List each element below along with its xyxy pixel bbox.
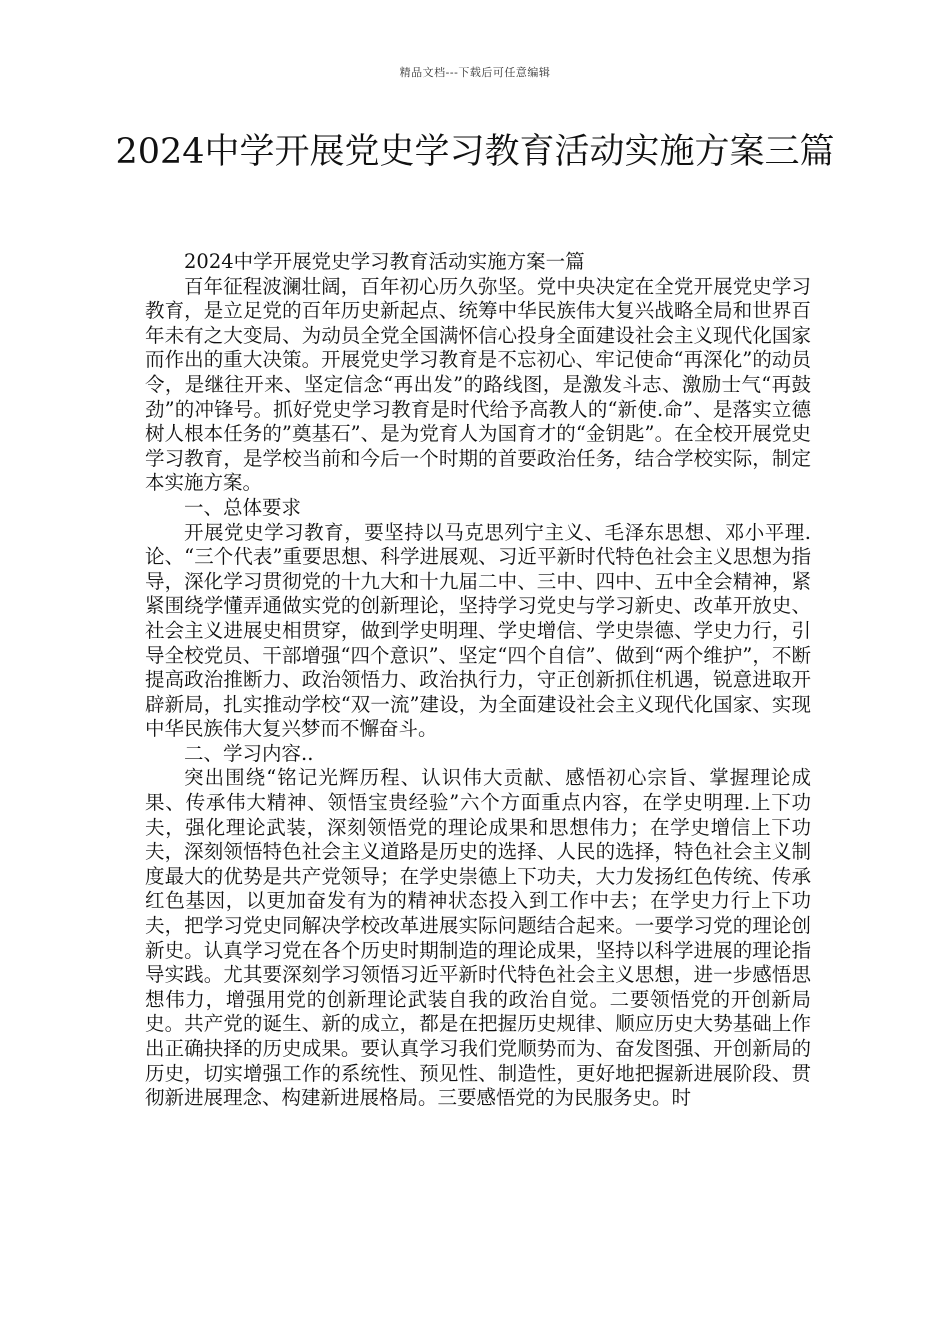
paragraph-intro: 百年征程波澜壮阔，百年初心历久弥坚。党中央决定在全党开展党史学习教育，是立足党的百年历史新起点、统筹中华民族伟大复兴战略全局和世界百年未有之大变局、为动员全党全国满怀信心投身全面建设社会主义现代化国家而作出的重大决策。开展党史学习教育是不忘初心、牢记使命“再深化”的动员令，是继往开来、坚定信念“再出发”的路线图，是激发斗志、激励士气“再鼓劲”的冲锋号。抓好党史学习教育是时代给予高教人的“新使.命”、是落实立德树人根本任务的”奠基石”、是为党育人为国育才的“金钥匙”。在全校开展党史学习教育，是学校当前和今后一个时期的首要政治任务，结合学校实际，制定本实施方案。 xyxy=(145,274,811,495)
document-title: 2024中学开展党史学习教育活动实施方案三篇 xyxy=(115,132,835,172)
paragraph-study-content: 突出围绕“铭记光辉历程、认识伟大贡献、感悟初心宗旨、掌握理论成果、传承伟大精神、领悟宝贵经验”六个方面重点内容，在学史明理.上下功夫，强化理论武装，深刻领悟党的理论成果和思想伟力；在学史增信上下功夫，深刻领悟特色社会主义道路是历史的选择、人民的选择，特色社会主义制度最大的优势是共产党领导；在学史崇德上下功夫，大力发扬红色传统、传承红色基因，以更加奋发有为的精神状态投入到工作中去；在学史力行上下功夫，把学习党史同解决学校改革进展实际问题结合起来。一要学习党的理论创新史。认真学习党在各个历史时期制造的理论成果，坚持以科学进展的理论指导实践。尤其要深刻学习领悟习近平新时代特色社会主义思想，进一步感悟思想伟力，增强用党的创新理论武装自我的政治自觉。二要领悟党的开创新局史。共产党的诞生、新的成立，都是在把握历史规律、顺应历史大势基础上作出正确抉择的历史成果。要认真学习我们党顺势而为、奋发图强、开创新局的历史，切实增强工作的系统性、预见性、制造性，更好地把握新进展阶段、贯彻新进展理念、构建新进展格局。三要感悟党的为民服务史。时 xyxy=(145,766,811,1110)
heading-study-content: 二、学习内容.. xyxy=(184,741,314,765)
header-note: 精品文档---下载后可任意编辑 xyxy=(399,66,551,79)
section-subtitle: 2024中学开展党史学习教育活动实施方案一篇 xyxy=(184,250,585,273)
heading-general-requirements: 一、总体要求 xyxy=(184,495,302,519)
paragraph-general-requirements: 开展党史学习教育，要坚持以马克思列宁主义、毛泽东思想、邓小平理.论、“三个代表”重要思想、科学进展观、习近平新时代特色社会主义思想为指导，深化学习贯彻党的十九大和十九届二中、三中、四中、五中全会精神，紧紧围绕学懂弄通做实党的创新理论，坚持学习党史与学习新史、改革开放史、社会主义进展史相贯穿，做到学史明理、学史增信、学史崇德、学史力行，引导全校党员、干部增强“四个意识”、坚定“四个自信”、做到“两个维护”，不断提高政治推断力、政治领悟力、政治执行力，守正创新抓住机遇，锐意进取开辟新局，扎实推动学校“双一流”建设，为全面建设社会主义现代化国家、实现中华民族伟大复兴梦而不懈奋斗。 xyxy=(145,520,811,741)
document-body xyxy=(145,250,811,1111)
